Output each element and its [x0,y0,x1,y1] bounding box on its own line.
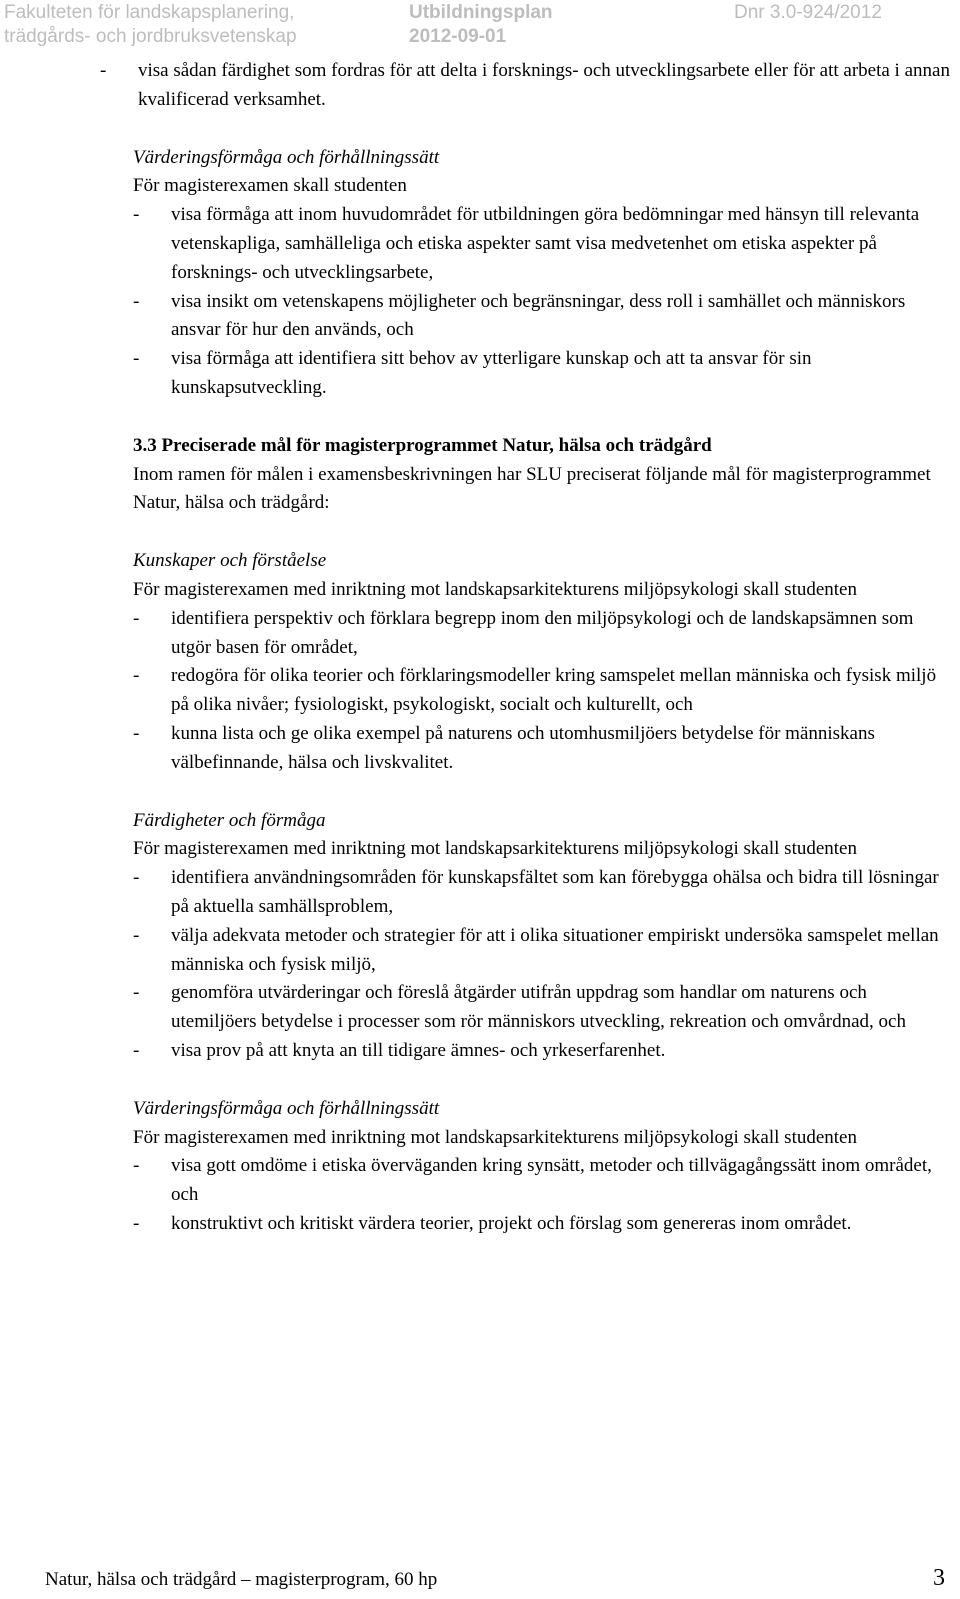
list-item: - genomföra utvärderingar och föreslå åtgärder utifrån uppdrag som handlar om naturens och utemiljöers betydelse i processer som rör människors utveckling, rekreation och omvårdnad, och [133,982,906,1033]
values-specific-heading: Värderingsförmåga och förhållningssätt [133,1097,440,1119]
page-header [0,0,960,48]
knowledge-list [133,605,948,778]
list-item: - redogöra för olika teorier och förklaringsmodeller kring samspelet mellan människa och fysisk miljö på olika nivåer; fysiologiskt, psykologiskt, socialt och kulturellt, och [133,665,937,716]
values-specific-lead: För magisterexamen med inriktning mot landskapsarkitekturens miljöpsykologi skall studenten [133,1126,857,1148]
list-item: - visa förmåga att identifiera sitt behov av ytterligare kunskap och att ta ansvar för sin kunskapsutveckling. [133,348,812,398]
document-type: Utbildningsplan [409,2,553,23]
document-number: Dnr 3.0-924/2012 [734,2,882,23]
list-item: - identifiera perspektiv och förklara begrepp inom den miljöpsykologi och de landskapsämnen som utgör basen för området, [133,607,914,658]
section-intro: Inom ramen för målen i examensbeskrivningen har SLU preciserat följande mål för magisterprogrammet Natur, hälsa och trädgård: [133,463,931,514]
faculty-name-line1: Fakulteten för landskapsplanering, [4,2,295,23]
knowledge-heading: Kunskaper och förståelse [133,550,327,572]
list-item: - visa förmåga att inom huvudområdet för utbildningen göra bedömningar med hänsyn till relevanta vetenskapliga, samhälleliga och etiska aspekter samt visa medvetenhet om etiska aspekter på forsknings- och utvecklingsarbete, [133,204,920,283]
knowledge-lead: För magisterexamen med inriktning mot landskapsarkitekturens miljöpsykologi skall studenten [133,578,857,600]
list-item: - välja adekvata metoder och strategier för att i olika situationer empiriskt undersöka samspelet mellan människa och fysisk miljö, [133,924,939,975]
values-specific-list [133,1152,948,1238]
list-item: - konstruktivt och kritiskt värdera teorier, projekt och förslag som genereras inom området. [133,1212,852,1234]
list-item: - visa insikt om vetenskapens möjligheter och begränsningar, dess roll i samhället och människors ansvar för hur den används, och [133,290,906,341]
page-number: 3 [933,1565,945,1591]
list-item: - visa sådan färdighet som fordras för att delta i forsknings- och utvecklingsarbete eller för att arbeta i annan kvalificerad verksamhet. [100,60,950,110]
section-title: 3.3 Preciserade mål för magisterprogrammet Natur, hälsa och trädgård [133,434,712,456]
document-date: 2012-09-01 [409,26,507,47]
values-general-lead: För magisterexamen skall studenten [133,175,407,197]
skills-list [133,864,948,1066]
document-body [100,57,950,1239]
values-general-heading: Värderingsförmåga och förhållningssätt [133,146,440,168]
list-item: - kunna lista och ge olika exempel på naturens och utomhusmiljöers betydelse för människans välbefinnande, hälsa och livskvalitet. [133,722,875,773]
faculty-name-line2: trädgårds- och jordbruksvetenskap [4,26,297,47]
list-item: - visa prov på att knyta an till tidigare ämnes- och yrkeserfarenhet. [133,1039,666,1061]
list-item: - visa gott omdöme i etiska överväganden kring synsätt, metoder och tillvägagångssätt inom området, och [133,1155,932,1206]
skills-lead: För magisterexamen med inriktning mot landskapsarkitekturens miljöpsykologi skall studenten [133,838,857,860]
footer-program-name: Natur, hälsa och trädgård – magisterprogram, 60 hp [45,1569,438,1590]
intro-list [100,57,950,115]
page-footer [45,1566,945,1594]
values-general-list [133,201,948,403]
skills-heading: Färdigheter och förmåga [133,809,326,831]
list-item: - identifiera användningsområden för kunskapsfältet som kan förebygga ohälsa och bidra till lösningar på aktuella samhällsproblem, [133,867,939,917]
